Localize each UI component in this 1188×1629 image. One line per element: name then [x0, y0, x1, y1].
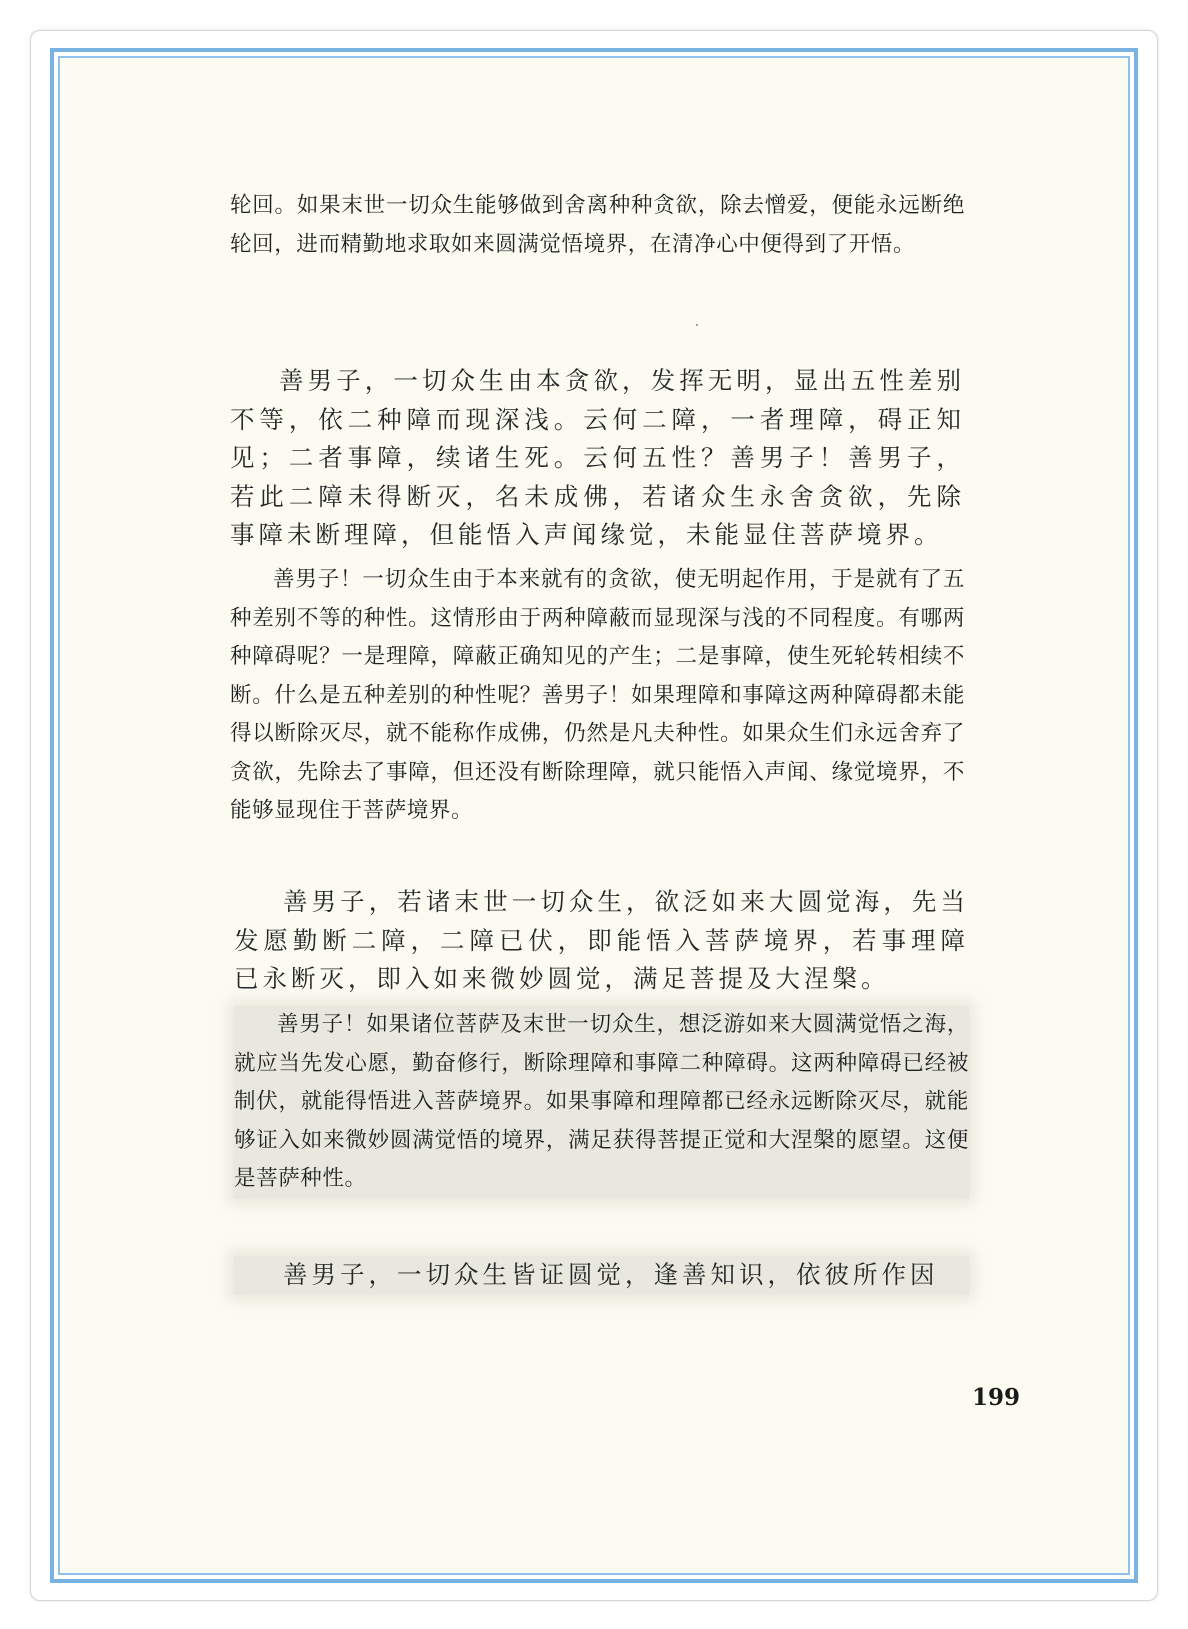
paragraph-continuation: 轮回。如果末世一切众生能够做到舍离种种贪欲，除去憎爱，便能永远断绝轮回，进而精勤地求取如来圆满觉悟境界，在清净心中便得到了开悟。 — [230, 193, 965, 257]
translation-paragraph-1: 善男子！一切众生由于本来就有的贪欲，使无明起作用，于是就有了五种差别不等的种性。这情形由于两种障蔽而显现深与浅的不同程度。有哪两种障碍呢？一是理障，障蔽正确知见的产生；二是事障，使生死轮转相续不断。什么是五种差别的种性呢？善男子！如果理障和事障这两种障碍都未能得以断除灭尽，就不能称作成佛，仍然是凡夫种性。如果众生们永远舍弃了贪欲，先除去了事障，但还没有断除理障，就只能悟入声闻、缘觉境界，不能够显现住于菩萨境界。 — [230, 567, 965, 823]
classical-paragraph-1: 善男子，一切众生由本贪欲，发挥无明，显出五性差别不等，依二种障而现深浅。云何二障，一者理障，碍正知见；二者事障，续诸生死。云何五性？善男子！善男子，若此二障未得断灭，名未成佛，若诸众生永舍贪欲，先除事障未断理障，但能悟入声闻缘觉，未能显住菩萨境界。 — [230, 366, 965, 549]
translation-paragraph-2: 善男子！如果诸位菩萨及末世一切众生，想泛游如来大圆满觉悟之海，就应当先发心愿，勤奋修行，断除理障和事障二种障碍。这两种障碍已经被制伏，就能得悟进入菩萨境界。如果事障和理障都已经永远断除灭尽，就能够证入如来微妙圆满觉悟的境界，满足获得菩提正觉和大涅槃的愿望。这便是菩萨种性。 — [234, 1006, 969, 1199]
classical-paragraph-3: 善男子，一切众生皆证圆觉，逢善知识，依彼所作因 — [234, 1256, 969, 1295]
classical-paragraph-2: 善男子，若诸末世一切众生，欲泛如来大圆觉海，先当发愿勤断二障，二障已伏，即能悟入菩萨境界，若事理障已永断灭，即入如来微妙圆觉，满足菩提及大涅槃。 — [234, 887, 969, 993]
page-number: 199 — [971, 1384, 1020, 1411]
speck — [696, 324, 698, 326]
